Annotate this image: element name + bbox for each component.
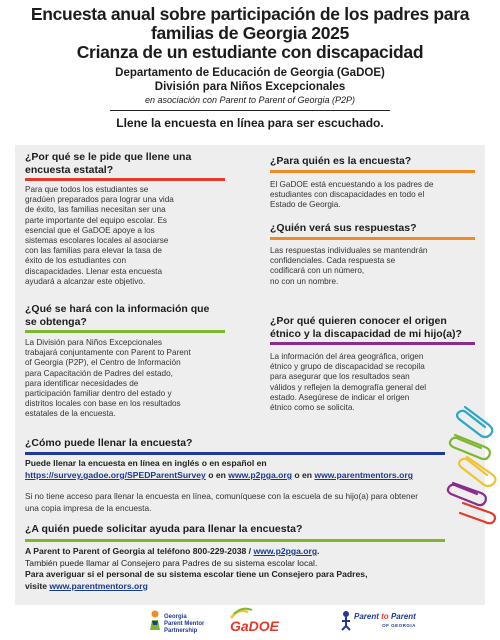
why-origin-text-line: étnico como se solicita. (270, 403, 355, 413)
why-origin-text (270, 352, 455, 413)
gpmp-logo-line: Partnership (164, 628, 198, 634)
footer-logos (0, 606, 500, 640)
why-origin-color-bar (270, 342, 475, 345)
why-color-bar (25, 178, 225, 181)
why-origin-question-line-1: ¿Por qué quieren conocer el origen (270, 315, 447, 327)
how-question: ¿Cómo puede llenar la encuesta? (25, 437, 193, 449)
why-text (25, 185, 235, 287)
how-color-bar (25, 452, 445, 455)
what-done-question-line-2: se obtenga? (25, 315, 87, 328)
who-sees-text (270, 246, 480, 287)
who-for-text (270, 180, 480, 211)
what-done-text-line: distritos locales con base en los resultados (25, 399, 181, 409)
p2p-logo-icon (340, 610, 352, 630)
how-line-1: Puede llenar la encuesta en línea en inglés o en español en (25, 458, 267, 468)
who-for-color-bar (270, 170, 475, 173)
parentmentors-link[interactable]: www.parentmentors.org (314, 470, 413, 480)
paperclip-icon (450, 435, 490, 459)
why-origin-text-line: étnico y grupo de discapacidad se recopila (270, 362, 425, 372)
why-text-line: sistemas escolares locales al asociarse (25, 236, 169, 246)
p2p-logo-subtitle: OF GEORGIA (382, 623, 416, 628)
what-done-question (25, 303, 209, 328)
gpmp-logo-line: Parent Mentor (164, 621, 205, 627)
paperclip-icon (459, 457, 496, 486)
help-line-2: También puede llamar al Consejero para Padres de su sistema escolar local. (25, 557, 318, 568)
why-origin-text-line: estado. Asegúrese de indicar el origen (270, 392, 410, 402)
help-visit-text: visite (25, 580, 50, 591)
paperclip-icon (457, 407, 492, 437)
survey-link[interactable]: https://survey.gadoe.org/SPEDParentSurvey (25, 470, 206, 480)
why-text-line: esencial que el GaDOE apoye a los (25, 225, 155, 235)
how-note (25, 491, 485, 514)
header (0, 0, 500, 130)
help-line-1 (25, 546, 465, 558)
how-link-separator: o en (291, 470, 315, 480)
paperclips-decoration (445, 395, 500, 525)
header-divider (110, 110, 390, 111)
what-done-question-line-1: ¿Qué se hará con la información que (25, 303, 210, 315)
why-origin-text-line: para asegurar que los resultados sean (270, 372, 410, 382)
content-panel (15, 145, 485, 605)
why-origin-text-line: La información del área geográfica, origen (270, 352, 424, 361)
how-links (25, 470, 485, 482)
how-link-separator: o en (205, 470, 229, 480)
why-origin-question (270, 315, 462, 340)
what-done-color-bar (25, 330, 225, 333)
title-line-2: familias de Georgia 2025 (150, 23, 350, 43)
what-done-text-line: of Georgia (P2P), el Centro de Información (25, 358, 181, 368)
why-origin-text-line: válidos y reflejen la demografía general del (270, 382, 427, 392)
help-period: . (317, 546, 320, 556)
p2p-logo-word: Parent (390, 612, 416, 621)
why-question (25, 151, 191, 176)
p2p-logo-word: to (381, 612, 389, 621)
what-done-text-line: para Capacitación de Padres del estado, (25, 368, 173, 378)
help-line-3: Para averiguar si el personal de su sistema escolar tiene un Consejero para Padres, (25, 569, 368, 579)
p2p-logo-text (354, 612, 416, 630)
p2p-logo-word: Parent (354, 612, 379, 621)
why-question-line-2: encuesta estatal? (25, 163, 114, 176)
paperclip-icon (448, 483, 486, 505)
paperclip-icon (460, 503, 495, 523)
title-line-3: Crianza de un estudiante con discapacidad (76, 42, 424, 62)
title-line-1: Encuesta anual sobre participación de los padres para (30, 4, 470, 24)
gadoe-logo (228, 606, 280, 636)
gpmp-logo-text (164, 614, 204, 635)
who-for-question: ¿Para quién es la encuesta? (270, 155, 412, 167)
help-question: ¿A quién puede solicitar ayuda para llenar la encuesta? (25, 523, 303, 535)
help-line-4 (25, 581, 465, 593)
why-text-line: con las familias para elevar la tasa de (25, 246, 162, 256)
why-text-line: Para que todos los estudiantes se (25, 185, 149, 194)
what-done-text-line: La División para Niños Excepcionales (25, 338, 162, 347)
what-done-text-line: estatales de la encuesta. (25, 409, 116, 419)
who-for-text-line: El GaDOE está encuestando a los padres de (270, 180, 434, 189)
partner-line: en asociación con Parent to Parent of Georgia (P2P) (144, 95, 356, 105)
help-p2pga-link[interactable]: www.p2pga.org (253, 546, 318, 556)
who-for-text-line: Estado de Georgia. (270, 200, 341, 210)
help-color-bar (25, 539, 445, 542)
help-parentmentors-link[interactable]: www.parentmentors.org (49, 580, 148, 591)
what-done-text-line: participación familiar dentro del estado y (25, 389, 172, 399)
why-question-line-1: ¿Por qué se le pide que llene una (25, 151, 192, 163)
help-phone-text: A Parent to Parent of Georgia al teléfono 800-229-2038 / (25, 546, 254, 556)
org-line-1: Departamento de Educación de Georgia (GaDOE) (115, 67, 385, 79)
who-sees-text-line: codificará con un número, (270, 266, 365, 276)
why-text-line: ayudará a alcanzar este objetivo. (25, 276, 146, 286)
who-sees-text-line: no con un nombre. (270, 276, 339, 286)
who-sees-question: ¿Quién verá sus respuestas? (270, 222, 417, 234)
who-sees-text-line: confidenciales. Cada respuesta se (270, 256, 396, 266)
why-text-line: discapacidades. Llenar esta encuesta (25, 266, 163, 276)
gadoe-logo-text: GaDOE (230, 618, 280, 634)
what-done-text (25, 338, 240, 420)
what-done-text-line: para identificar necesidades de (25, 378, 139, 388)
why-text-line: gradúen preparados para lograr una vida (25, 195, 174, 205)
why-text-line: éxito de los estudiantes con (25, 256, 127, 266)
who-for-text-line: estudiantes con discapacidades en todo el (270, 190, 425, 200)
gpmp-logo-icon (148, 609, 162, 631)
gpmp-logo-line: Georgia (164, 614, 187, 620)
what-done-text-line: trabajará conjuntamente con Parent to Parent (25, 348, 191, 358)
who-sees-color-bar (270, 237, 475, 240)
how-note-line-2: una copia impresa de la encuesta. (25, 502, 152, 513)
how-note-line-1: Si no tiene acceso para llenar la encuesta en línea, comuníquese con la escuela de su hijo(a) para obtener (25, 491, 418, 501)
why-text-line: de éxito, las familias necesitan ser una (25, 205, 166, 215)
who-sees-text-line: Las respuestas individuales se mantendrán (270, 246, 428, 255)
why-text-line: parte importante del equipo escolar. Es (25, 215, 168, 225)
why-origin-question-line-2: étnico y la discapacidad de mi hijo(a)? (270, 327, 462, 340)
call-to-action: Llene la encuesta en línea para ser escuchado. (116, 116, 384, 130)
help-text (25, 546, 465, 592)
p2pga-link[interactable]: www.p2pga.org (228, 470, 292, 480)
org-line-2: División para Niños Excepcionales (154, 81, 346, 93)
